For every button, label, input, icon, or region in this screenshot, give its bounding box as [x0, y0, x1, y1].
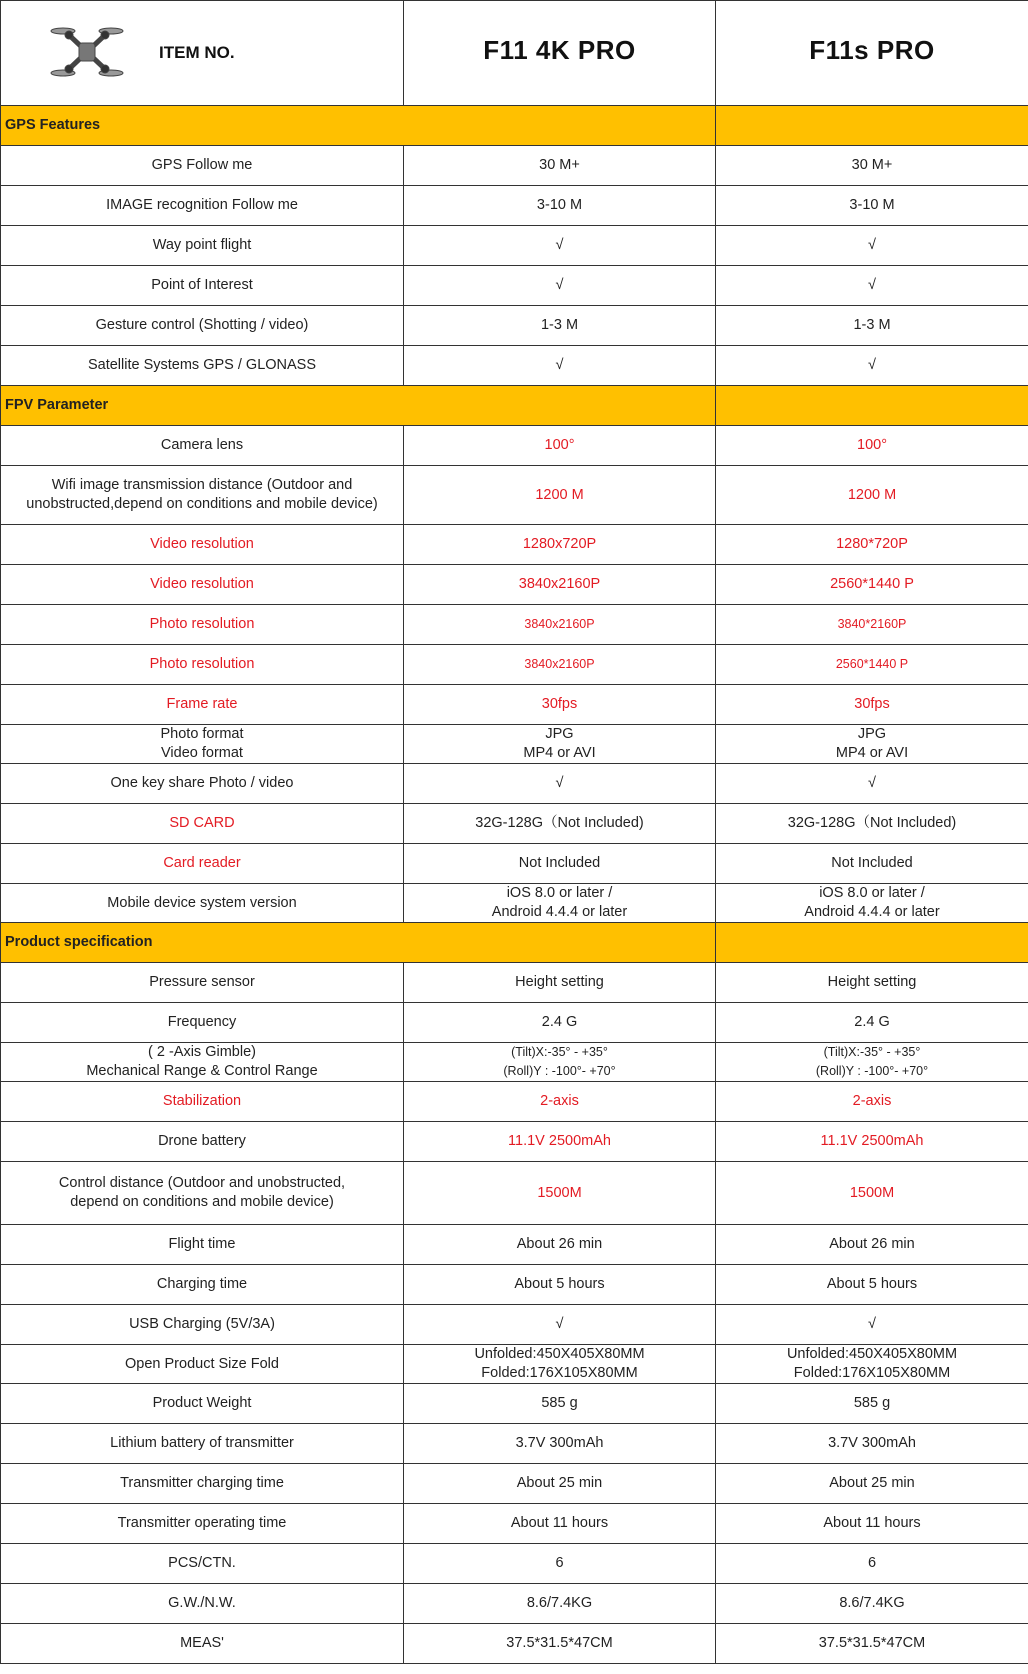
- section-title: Product specification: [1, 923, 716, 963]
- spec-value-cell: 6: [716, 1544, 1028, 1584]
- spec-label-cell: Frame rate: [1, 685, 404, 725]
- model-header-1: [404, 1, 716, 106]
- section-blank-cell: [716, 923, 1028, 963]
- spec-value-cell: (Tilt)X:-35° - +35° (Roll)Y : -100°- +70°: [716, 1043, 1028, 1082]
- spec-label-cell: G.W./N.W.: [1, 1584, 404, 1624]
- spec-value-cell: 2.4 G: [404, 1003, 716, 1043]
- spec-value-cell: 11.1V 2500mAh: [404, 1122, 716, 1162]
- table-row: [1, 645, 1028, 685]
- spec-value-cell: About 5 hours: [404, 1265, 716, 1305]
- spec-value-cell: JPG MP4 or AVI: [716, 725, 1028, 764]
- table-row: [1, 1122, 1028, 1162]
- spec-label-cell: Photo resolution: [1, 645, 404, 685]
- table-row: [1, 1043, 1028, 1082]
- table-row: [1, 1464, 1028, 1504]
- spec-label-cell: Satellite Systems GPS / GLONASS: [1, 346, 404, 386]
- table-row: [1, 426, 1028, 466]
- section-blank-cell: [716, 106, 1028, 146]
- spec-value-cell: 3.7V 300mAh: [404, 1424, 716, 1464]
- spec-value-cell: 100°: [716, 426, 1028, 466]
- spec-value-cell: 37.5*31.5*47CM: [716, 1624, 1028, 1664]
- spec-label-cell: SD CARD: [1, 804, 404, 844]
- spec-value-cell: 585 g: [404, 1384, 716, 1424]
- table-row: [1, 266, 1028, 306]
- table-row: [1, 466, 1028, 525]
- spec-value-cell: 30fps: [716, 685, 1028, 725]
- table-row: [1, 1265, 1028, 1305]
- table-row: [1, 525, 1028, 565]
- spec-value-cell: iOS 8.0 or later / Android 4.4.4 or later: [404, 884, 716, 923]
- model-header-2: [716, 1, 1028, 106]
- spec-value-cell: Height setting: [716, 963, 1028, 1003]
- spec-label-cell: Card reader: [1, 844, 404, 884]
- section-header-row: [1, 106, 1028, 146]
- table-row: [1, 1384, 1028, 1424]
- table-header-row: [1, 1, 1028, 106]
- spec-label-cell: Camera lens: [1, 426, 404, 466]
- spec-label-cell: Drone battery: [1, 1122, 404, 1162]
- spec-value-cell: About 5 hours: [716, 1265, 1028, 1305]
- table-row: [1, 1424, 1028, 1464]
- spec-value-cell: About 25 min: [716, 1464, 1028, 1504]
- spec-value-cell: Not Included: [404, 844, 716, 884]
- table-row: [1, 306, 1028, 346]
- spec-value-cell: Height setting: [404, 963, 716, 1003]
- spec-label-cell: IMAGE recognition Follow me: [1, 186, 404, 226]
- spec-label-cell: Photo format Video format: [1, 725, 404, 764]
- spec-label-cell: Control distance (Outdoor and unobstructed, depend on conditions and mobile device): [1, 1162, 404, 1225]
- item-no-label: ITEM NO.: [159, 43, 235, 62]
- spec-value-cell: About 26 min: [716, 1225, 1028, 1265]
- spec-value-cell: √: [716, 764, 1028, 804]
- spec-label-cell: Video resolution: [1, 565, 404, 605]
- spec-label-cell: Open Product Size Fold: [1, 1345, 404, 1384]
- spec-value-cell: 8.6/7.4KG: [404, 1584, 716, 1624]
- spec-value-cell: About 11 hours: [404, 1504, 716, 1544]
- table-row: [1, 1305, 1028, 1345]
- model-name: F11 4K PRO: [483, 35, 636, 65]
- section-blank-cell: [716, 386, 1028, 426]
- spec-value-cell: (Tilt)X:-35° - +35° (Roll)Y : -100°- +70°: [404, 1043, 716, 1082]
- spec-value-cell: 2-axis: [404, 1082, 716, 1122]
- spec-label-cell: Mobile device system version: [1, 884, 404, 923]
- spec-value-cell: About 26 min: [404, 1225, 716, 1265]
- table-row: [1, 1584, 1028, 1624]
- spec-value-cell: 32G-128G（Not Included): [404, 804, 716, 844]
- table-row: [1, 844, 1028, 884]
- spec-label-cell: MEAS': [1, 1624, 404, 1664]
- spec-value-cell: 2560*1440 P: [716, 645, 1028, 685]
- spec-value-cell: 37.5*31.5*47CM: [404, 1624, 716, 1664]
- spec-value-cell: 3840*2160P: [716, 605, 1028, 645]
- spec-value-cell: 3840x2160P: [404, 645, 716, 685]
- spec-value-cell: 2-axis: [716, 1082, 1028, 1122]
- table-row: [1, 565, 1028, 605]
- spec-value-cell: Unfolded:450X405X80MM Folded:176X105X80MM: [716, 1345, 1028, 1384]
- spec-value-cell: 1500M: [404, 1162, 716, 1225]
- spec-value-cell: iOS 8.0 or later / Android 4.4.4 or later: [716, 884, 1028, 923]
- spec-value-cell: 3-10 M: [716, 186, 1028, 226]
- spec-label-cell: Product Weight: [1, 1384, 404, 1424]
- table-row: [1, 186, 1028, 226]
- spec-value-cell: 2.4 G: [716, 1003, 1028, 1043]
- spec-label-cell: Frequency: [1, 1003, 404, 1043]
- section-header-row: [1, 923, 1028, 963]
- spec-value-cell: √: [716, 346, 1028, 386]
- item-no-cell: [1, 1, 404, 106]
- spec-value-cell: About 11 hours: [716, 1504, 1028, 1544]
- spec-label-cell: Stabilization: [1, 1082, 404, 1122]
- spec-value-cell: Unfolded:450X405X80MM Folded:176X105X80MM: [404, 1345, 716, 1384]
- spec-value-cell: √: [404, 346, 716, 386]
- spec-value-cell: 30 M+: [404, 146, 716, 186]
- spec-value-cell: 585 g: [716, 1384, 1028, 1424]
- spec-label-cell: One key share Photo / video: [1, 764, 404, 804]
- table-row: [1, 1504, 1028, 1544]
- table-row: [1, 1225, 1028, 1265]
- spec-value-cell: JPG MP4 or AVI: [404, 725, 716, 764]
- spec-label-cell: Transmitter operating time: [1, 1504, 404, 1544]
- spec-value-cell: 2560*1440 P: [716, 565, 1028, 605]
- table-row: [1, 725, 1028, 764]
- spec-value-cell: 1500M: [716, 1162, 1028, 1225]
- table-row: [1, 605, 1028, 645]
- spec-value-cell: √: [404, 1305, 716, 1345]
- spec-value-cell: 1-3 M: [404, 306, 716, 346]
- spec-label-cell: Wifi image transmission distance (Outdoor and unobstructed,depend on conditions and mobile device): [1, 466, 404, 525]
- spec-label-cell: Video resolution: [1, 525, 404, 565]
- spec-value-cell: 3840x2160P: [404, 605, 716, 645]
- spec-label-cell: Point of Interest: [1, 266, 404, 306]
- spec-value-cell: 32G-128G（Not Included): [716, 804, 1028, 844]
- spec-label-cell: Charging time: [1, 1265, 404, 1305]
- spec-value-cell: 30fps: [404, 685, 716, 725]
- spec-label-cell: PCS/CTN.: [1, 1544, 404, 1584]
- spec-label-cell: USB Charging (5V/3A): [1, 1305, 404, 1345]
- spec-label-cell: Flight time: [1, 1225, 404, 1265]
- spec-value-cell: About 25 min: [404, 1464, 716, 1504]
- spec-label-cell: Photo resolution: [1, 605, 404, 645]
- spec-label-cell: Gesture control (Shotting / video): [1, 306, 404, 346]
- spec-value-cell: 3.7V 300mAh: [716, 1424, 1028, 1464]
- table-row: [1, 1624, 1028, 1664]
- spec-value-cell: 3840x2160P: [404, 565, 716, 605]
- section-header-row: [1, 386, 1028, 426]
- model-name: F11s PRO: [809, 35, 935, 65]
- spec-label-cell: Lithium battery of transmitter: [1, 1424, 404, 1464]
- spec-value-cell: √: [404, 226, 716, 266]
- spec-value-cell: √: [404, 266, 716, 306]
- spec-value-cell: √: [716, 266, 1028, 306]
- spec-value-cell: √: [404, 764, 716, 804]
- spec-value-cell: 3-10 M: [404, 186, 716, 226]
- spec-value-cell: √: [716, 1305, 1028, 1345]
- table-row: [1, 346, 1028, 386]
- table-row: [1, 1162, 1028, 1225]
- table-row: [1, 963, 1028, 1003]
- spec-value-cell: 1280*720P: [716, 525, 1028, 565]
- spec-value-cell: 100°: [404, 426, 716, 466]
- spec-value-cell: Not Included: [716, 844, 1028, 884]
- table-row: [1, 685, 1028, 725]
- spec-value-cell: 1200 M: [404, 466, 716, 525]
- spec-value-cell: 1-3 M: [716, 306, 1028, 346]
- spec-value-cell: 8.6/7.4KG: [716, 1584, 1028, 1624]
- table-row: [1, 1082, 1028, 1122]
- spec-value-cell: 1280x720P: [404, 525, 716, 565]
- table-row: [1, 1345, 1028, 1384]
- spec-value-cell: 30 M+: [716, 146, 1028, 186]
- table-row: [1, 146, 1028, 186]
- table-row: [1, 1003, 1028, 1043]
- table-row: [1, 884, 1028, 923]
- spec-value-cell: 6: [404, 1544, 716, 1584]
- table-row: [1, 1544, 1028, 1584]
- table-row: [1, 804, 1028, 844]
- spec-value-cell: 1200 M: [716, 466, 1028, 525]
- spec-label-cell: GPS Follow me: [1, 146, 404, 186]
- drone-icon: [49, 21, 125, 83]
- spec-label-cell: Pressure sensor: [1, 963, 404, 1003]
- table-row: [1, 226, 1028, 266]
- table-row: [1, 764, 1028, 804]
- spec-value-cell: √: [716, 226, 1028, 266]
- spec-label-cell: Way point flight: [1, 226, 404, 266]
- spec-value-cell: 11.1V 2500mAh: [716, 1122, 1028, 1162]
- section-title: FPV Parameter: [1, 386, 716, 426]
- section-title: GPS Features: [1, 106, 716, 146]
- spec-label-cell: ( 2 -Axis Gimble) Mechanical Range & Control Range: [1, 1043, 404, 1082]
- spec-label-cell: Transmitter charging time: [1, 1464, 404, 1504]
